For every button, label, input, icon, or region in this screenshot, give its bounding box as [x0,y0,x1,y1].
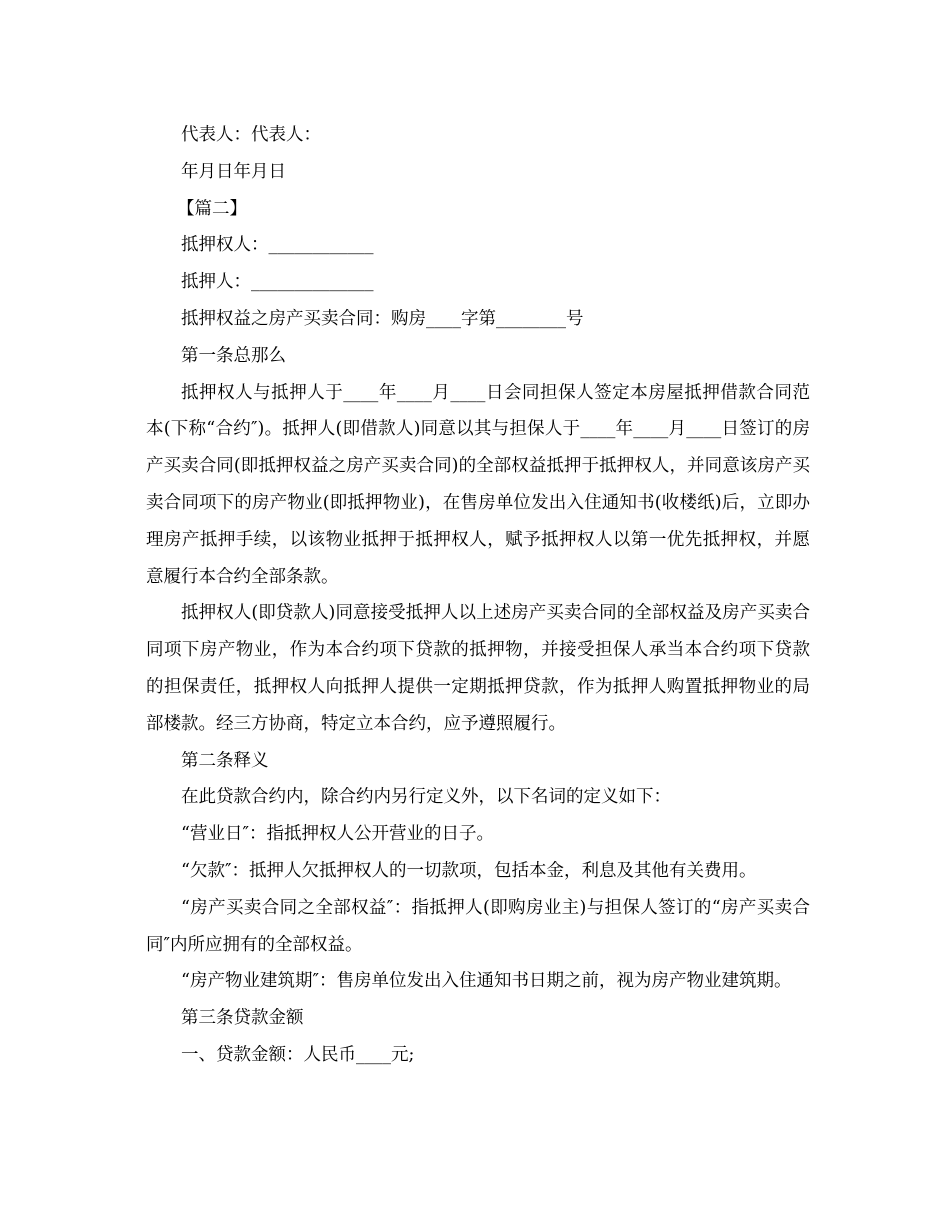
section-heading: 【篇二】 [177,198,247,219]
article-3-title: 第三条贷款金额 [181,1008,304,1029]
definition-debt: “欠款″：抵押人欠抵押权人的一切款项，包括本金，利息及其他有关费用。 [181,860,757,881]
document-body [146,117,810,1074]
article-1-title: 第一条总那么 [181,345,286,366]
article-1-paragraph-2: 抵押权人(即贷款人)同意接受抵押人以上述房产买卖合同的全部权益及房产买卖合同项下房产物业，作为本合约项下贷款的抵押物，并接受担保人承当本合约项下贷款的担保责任，抵押权人向抵押人提供一定期抵押贷款，作为抵押人购置抵押物业的局部楼款。经三方协商，特定立本合约，应予遵照履行。 [146,603,810,734]
mortgagee-field: 抵押权人：____________ [181,235,374,256]
article-1-paragraph-1: 抵押权人与抵押人于____年____月____日会同担保人签定本房屋抵押借款合同范本(下称“合约″)。抵押人(即借款人)同意以其与担保人于____年____月____日签订的房产买卖合同(即抵押权益之房产买卖合同)的全部权益抵押于抵押权人，并同意该房产买卖合同项下的房产物业(即抵押物业)，在售房单位发出入住通知书(收楼纸)后，立即办理房产抵押手续，以该物业抵押于抵押权人，赋予抵押权人以第一优先抵押权，并愿意履行本合约全部条款。 [146,382,810,587]
definition-contract-rights: “房产买卖合同之全部权益″：指抵押人(即购房业主)与担保人签订的“房产买卖合同″内所应拥有的全部权益。 [146,897,810,955]
article-2-intro: 在此贷款合约内，除合约内另行定义外，以下名词的定义如下： [181,787,671,808]
signature-line: 代表人：代表人： [181,125,321,145]
mortgagor-field: 抵押人：______________ [181,272,374,293]
definition-business-day: “营业日″：指抵押权人公开营业的日子。 [181,824,494,845]
article-3-item-1: 一、贷款金额：人民币____元; [181,1044,415,1065]
contract-reference: 抵押权益之房产买卖合同：购房____字第________号 [181,308,584,329]
definition-construction-period: “房产物业建筑期″：售房单位发出入住通知书日期之前，视为房产物业建筑期。 [181,971,792,992]
article-2-title: 第二条释义 [181,750,269,771]
date-line: 年月日年月日 [181,161,286,182]
